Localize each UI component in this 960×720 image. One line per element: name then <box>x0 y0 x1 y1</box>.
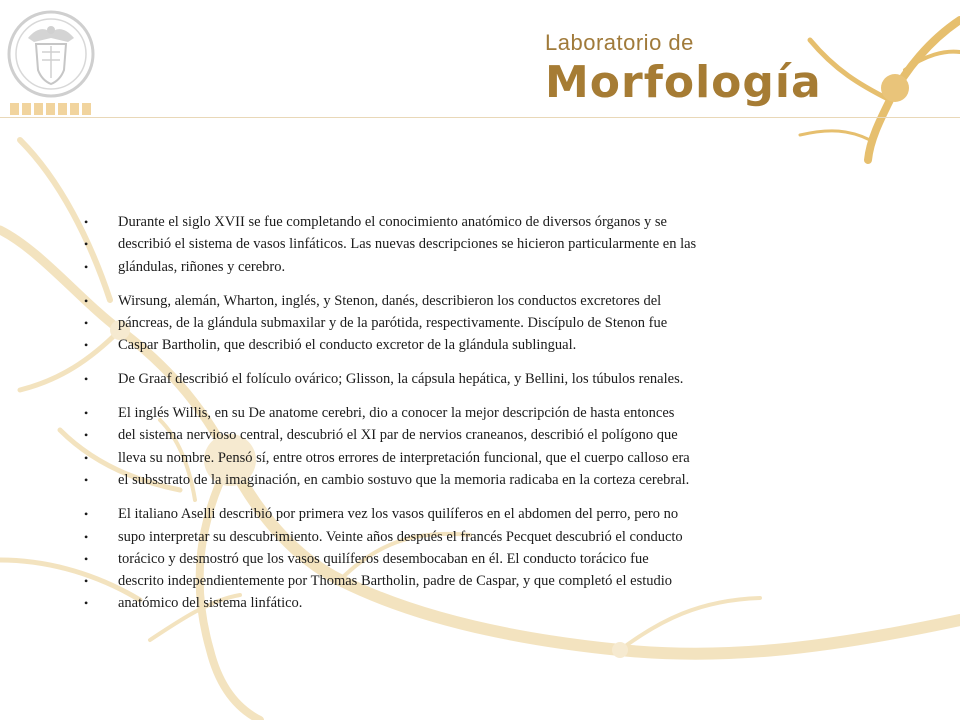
bullet-glyph: • <box>84 338 89 353</box>
lab-brand-title <box>545 30 822 108</box>
bullet-text: Durante el siglo XVII se fue completando el conocimiento anatómico de diversos órganos y se <box>118 214 667 230</box>
paragraph <box>84 503 784 614</box>
header-divider <box>0 117 960 118</box>
bullet-line <box>84 548 784 570</box>
bullet-text: páncreas, de la glándula submaxilar y de la parótida, respectivamente. Discípulo de Stenon fue <box>118 315 668 332</box>
bullet-line <box>84 211 784 233</box>
paragraph <box>84 290 784 357</box>
bullet-line <box>84 526 784 548</box>
bullet-text: glándulas, riñones y cerebro. <box>118 258 286 275</box>
bullet-glyph: • <box>84 551 89 566</box>
bullet-glyph: • <box>84 450 89 465</box>
bullet-content <box>84 211 784 628</box>
bullet-text: El inglés Willis, en su De anatome cerebri, dio a conocer la mejor descripción de hasta entonces <box>118 405 675 422</box>
bullet-text: Caspar Bartholin, que describió el conducto excretor de la glándula sublingual. <box>118 337 577 354</box>
bullet-line <box>84 503 784 525</box>
paragraph <box>84 368 784 390</box>
bullet-line <box>84 402 784 424</box>
bullet-line <box>84 312 784 334</box>
bullet-text: describió el sistema de vasos linfáticos. Las nuevas descripciones se hicieron particularmente en las <box>118 236 697 253</box>
bullet-glyph: • <box>84 529 89 544</box>
bullet-text: anatómico del sistema linfático. <box>118 595 303 612</box>
bullet-glyph: • <box>84 596 89 611</box>
bullet-glyph: • <box>84 316 89 331</box>
bullet-line <box>84 424 784 446</box>
university-crest-logo <box>6 8 96 100</box>
bullet-line <box>84 592 784 614</box>
bullet-glyph: • <box>84 472 89 487</box>
header-square <box>46 103 55 115</box>
bullet-line <box>84 233 784 255</box>
bullet-line <box>84 334 784 356</box>
paragraph <box>84 402 784 491</box>
bullet-glyph: • <box>84 507 89 522</box>
header-square <box>82 103 91 115</box>
header-square <box>10 103 19 115</box>
header-decorative-squares <box>10 103 94 115</box>
brand-subtitle: Laboratorio de <box>545 30 694 55</box>
bullet-text: del sistema nervioso central, descubrió el XI par de nervios craneanos, describió el polígono que <box>118 427 678 444</box>
bullet-glyph: • <box>84 574 89 589</box>
bullet-line <box>84 570 784 592</box>
bullet-text: el subsstrato de la imaginación, en cambio sostuvo que la memoria radicaba en la corteza cerebral. <box>118 471 690 488</box>
bullet-line <box>84 290 784 312</box>
bullet-line <box>84 447 784 469</box>
bullet-glyph: • <box>84 215 89 229</box>
paragraph <box>84 211 784 278</box>
bullet-line <box>84 368 784 390</box>
bullet-text: torácico y desmostró que los vasos quilíferos desembocaban en él. El conducto torácico fue <box>118 550 649 567</box>
bullet-line <box>84 256 784 278</box>
bullet-glyph: • <box>84 428 89 443</box>
bullet-text: supo interpretar su descubrimiento. Veinte años después el francés Pecquet descubrió el conducto <box>118 528 683 545</box>
bullet-glyph: • <box>84 237 89 252</box>
bullet-text: De Graaf describió el folículo ovárico; Glisson, la cápsula hepática, y Bellini, los túbulos renales. <box>118 370 684 387</box>
bullet-glyph: • <box>84 293 89 308</box>
header-square <box>70 103 79 115</box>
bullet-glyph: • <box>84 259 89 274</box>
bullet-glyph: • <box>84 371 89 386</box>
bullet-text: descrito independientemente por Thomas Bartholin, padre de Caspar, y que completó el estudio <box>118 573 673 590</box>
bullet-glyph: • <box>84 406 89 421</box>
header-square <box>58 103 67 115</box>
bullet-text: El italiano Aselli describió por primera vez los vasos quilíferos en el abdomen del perro, pero no <box>118 506 679 523</box>
bullet-text: lleva su nombre. Pensó sí, entre otros errores de interpretación funcional, que el cuerpo calloso era <box>118 449 690 466</box>
header-square <box>22 103 31 115</box>
bullet-line <box>84 469 784 491</box>
header-square <box>34 103 43 115</box>
bullet-text: Wirsung, alemán, Wharton, inglés, y Stenon, danés, describieron los conductos excretores del <box>118 292 662 309</box>
brand-title: Morfología <box>545 57 822 108</box>
